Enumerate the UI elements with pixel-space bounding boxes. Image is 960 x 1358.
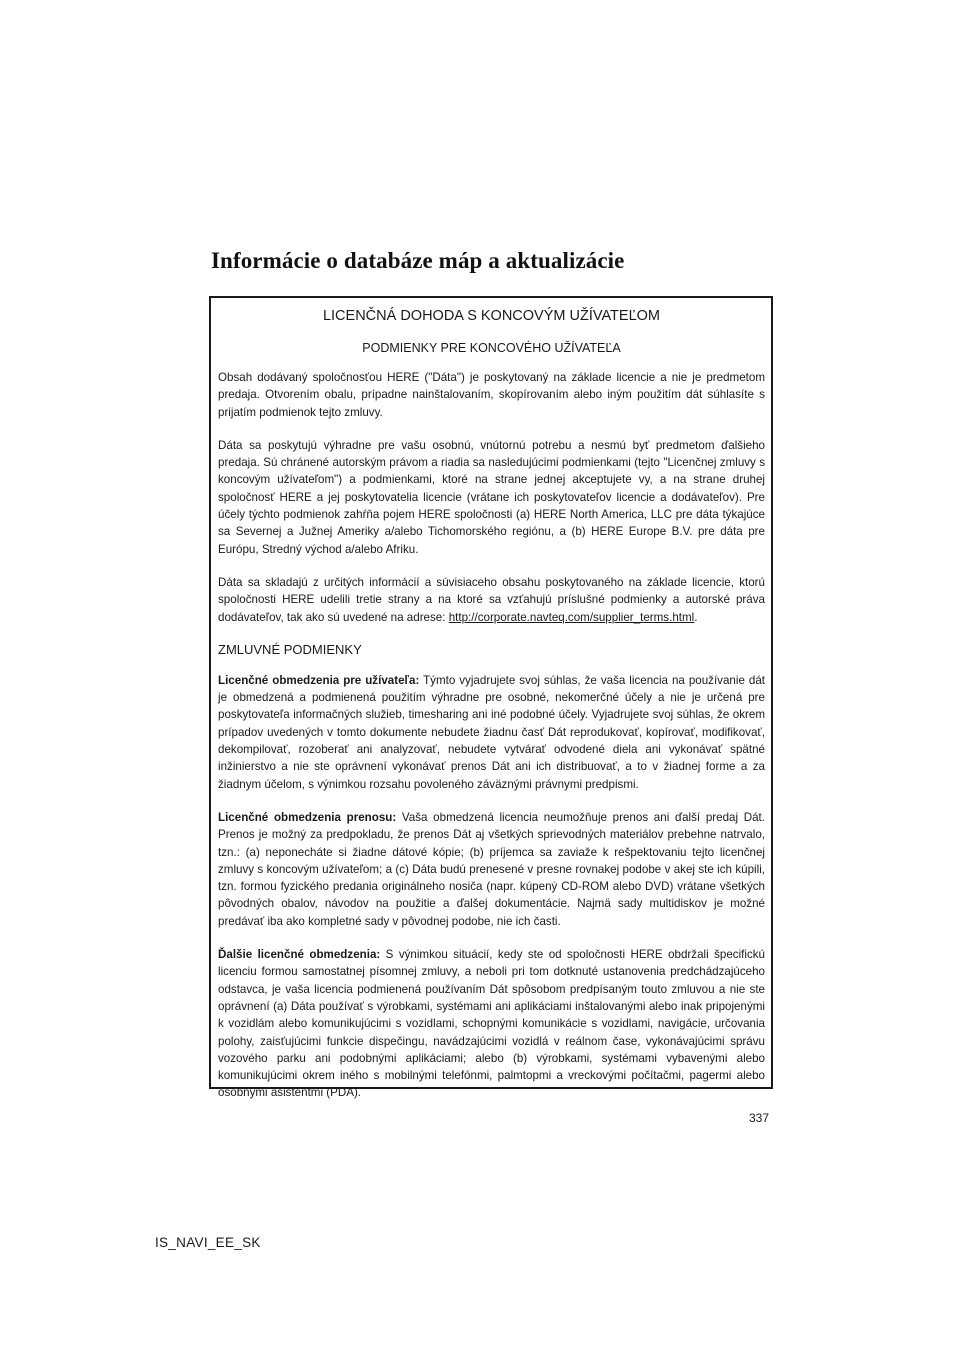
supplier-terms-link[interactable]: http://corporate.navteq.com/supplier_terms.html — [448, 610, 695, 624]
license-box — [209, 296, 773, 1100]
transfer-restrictions-text: Vaša obmedzená licencia neumožňuje prenos ani ďalší predaj Dát. Prenos je možný za predpokladu, že prenos Dát aj všetkých sprievodných materiálov prebehne natrvalo, tzn.: (a) neponecháte si žiadne dátové kópie; (b) príjemca sa zaviaže k rešpektovaniu tejto licenčnej zmluvy s koncovým užívateľom; a (c) Dáta budú prenesené v presne rovnakej podobe v akej ste ich kúpili, tzn. formou fyzického predania originálneho nosiča (napr. kúpený CD-ROM alebo DVD) vrátane všetkých pôvodných obalov, návodov na použitie a ďalšej dokumentácie. Najmä sady multidiskov je možné predávať iba ako kompletné sady v pôvodnej podobe, nie ich časti. — [218, 810, 765, 928]
section-title: ZMLUVNÉ PODMIENKY — [218, 641, 362, 657]
page-title: Informácie o databáze máp a aktualizácie — [211, 248, 625, 273]
transfer-restrictions-label: Licenčné obmedzenia prenosu: — [218, 810, 397, 824]
paragraph-transfer-restrictions — [218, 809, 765, 930]
paragraph-user-restrictions — [218, 672, 765, 793]
other-restrictions-label: Ďalšie licenčné obmedzenia: — [218, 948, 381, 962]
other-restrictions-text: S výnimkou situácií, kedy ste od spoločnosti HERE obdržali špecifickú licenciu formou samostatnej písomnej zmluvy, a neboli pri tom dotknuté ustanovenia predchádzajúceho odstavca, je vaša licencia podmienená používaním Dát spôsobom predpísaným touto zmluvou a nie ste oprávnení (a) Dáta používať s výrobkami, systémami ani aplikáciami inštalovanými alebo inak pripojenými k vozidlám alebo komunikujúcimi s vozidlami, schopnými komunikácie s vozidlami, navigácie, určovania polohy, zaisťujúcimi funkcie dispečingu, navádzajúcimi vozidlá v reálnom čase, vykonávajúcimi správu vozového parku ani podobnými aplikáciami; alebo (b) výrobkami, systémami vybavenými alebo komunikujúcimi okrem iného s mobilnými telefónmi, palmtopmi a vreckovými počítačmi, pagermi alebo osobnými asistentmi (PDA). — [218, 948, 765, 1100]
suppliers-end: . — [694, 610, 698, 624]
paragraph-other-restrictions — [218, 946, 765, 1102]
page-number: 337 — [749, 1111, 770, 1125]
user-restrictions-label: Licenčné obmedzenia pre užívateľa: — [218, 673, 420, 687]
document-id: IS_NAVI_EE_SK — [155, 1235, 261, 1250]
user-restrictions-text: Týmto vyjadrujete svoj súhlas, že vaša licencia na používanie dát je obmedzená a podmienená použitím výhradne pre osobné, nekomerčné účely a nie je určená pre poskytovateľa informačných služieb, timesharing ani iné podobné účely. Vyjadrujete svoj súhlas, že okrem prípadov uvedených v tomto dokumente nebudete žiadnu časť Dát reprodukovať, kopírovať, modifikovať, dekompilovať, rozoberať ani analyzovať, nebudete vytvárať odvodené diela ani vykonávať spätné inžinierstvo a nie ste oprávnení vykonávať prenos Dát ani ich distribuovať, a to v žiadnej forme a za žiadnym účelom, s výnimkou rozsahu povoleného záväznými právnymi predpismi. — [218, 673, 765, 791]
paragraph-suppliers — [218, 574, 765, 626]
license-subheading: PODMIENKY PRE KONCOVÉHO UŽÍVATEĽA — [362, 341, 621, 355]
license-heading: LICENČNÁ DOHODA S KONCOVÝM UŽÍVATEĽOM — [322, 308, 661, 324]
suppliers-text: Dáta sa skladajú z určitých informácií a súvisiaceho obsahu poskytovaného na základe licencie, ktorú spoločnosti HERE udelili tretie strany a na ktoré sa vzťahujú príslušné podmienky a autorské práva dodávateľov, tak ako sú uvedené na adrese: — [218, 575, 765, 624]
paragraph-intro: Obsah dodávaný spoločnosťou HERE ("Dáta") je poskytovaný na základe licencie a nie je predmetom predaja. Otvorením obalu, prípadne nainštalovaním, skopírovaním alebo iným použitím dát súhlasíte s prijatím podmienok tejto zmluvy. — [218, 371, 765, 419]
paragraph-data-use: Dáta sa poskytujú výhradne pre vašu osobnú, vnútornú potrebu a nesmú byť predmetom ďalšieho predaja. Sú chránené autorským právom a riadia sa nasledujúcimi podmienkami (tejto "Licenčnej zmluvy s koncovým užívateľom") a podmienkami, ktoré na strane jednej akceptujete vy, a na strane druhej spoločnosť HERE a jej poskytovatelia licencie (vrátane ich poskytovateľov licencie a dodávateľov). Pre účely týchto podmienok zahŕňa pojem HERE spoločnosti (a) HERE North America, LLC pre dáta týkajúce sa Severnej a Južnej Ameriky a/alebo Tichomorského regiónu, a (b) HERE Europe B.V. pre dáta pre Európu, Stredný východ a/alebo Afriku. — [218, 438, 765, 556]
